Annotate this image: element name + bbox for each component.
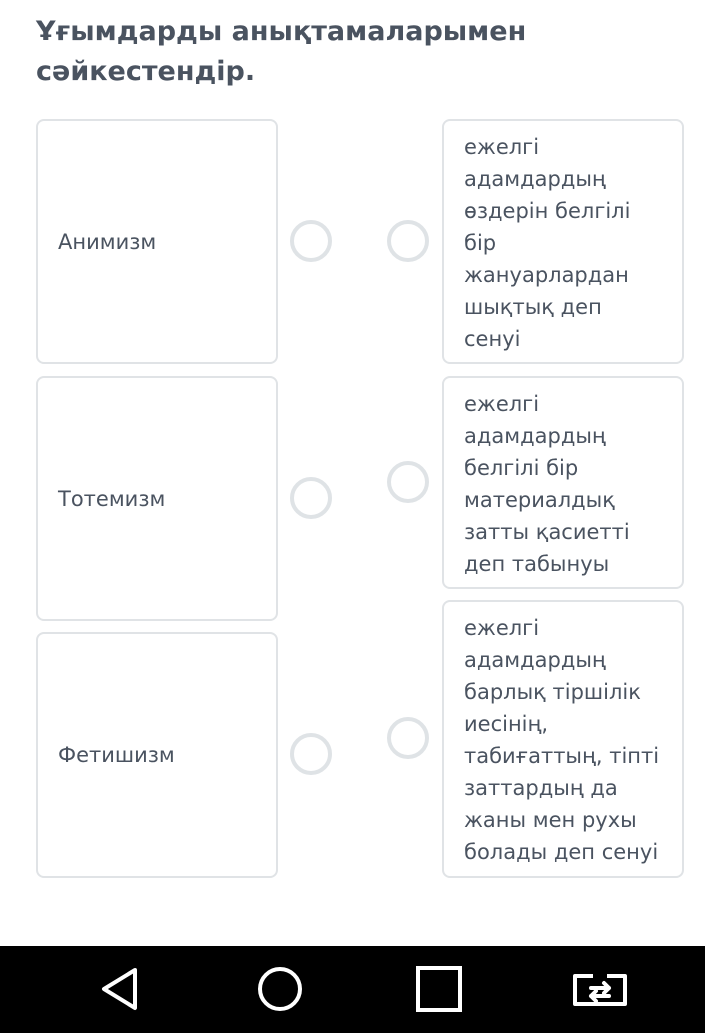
question-title-line-2: сәйкестендір. (36, 56, 256, 87)
definition-line: шықтық деп (464, 295, 602, 319)
definition-2-connector-radio[interactable] (387, 461, 429, 503)
definition-line: адамдардың (464, 648, 606, 672)
question-title-line-1: Ұғымдарды анықтамаларымен (36, 16, 527, 47)
definition-line: деп табынуы (464, 552, 610, 576)
term-label: Тотемизм (58, 486, 166, 511)
definition-line: сенуі (464, 327, 521, 351)
recents-button[interactable] (389, 946, 489, 1033)
definition-line: адамдардың (464, 424, 606, 448)
definition-line: белгілі бір (464, 456, 579, 480)
term-2-connector-radio[interactable] (290, 477, 332, 519)
definition-line: өздерін белгілі (464, 199, 631, 223)
definition-line: барлық тіршілік (464, 680, 641, 704)
definition-line: жануарлардан (464, 263, 629, 287)
term-3-connector-radio[interactable] (290, 733, 332, 775)
rotate-screen-button[interactable] (544, 946, 644, 1033)
term-card-2[interactable] (36, 376, 278, 621)
definition-card-3[interactable] (442, 600, 684, 878)
system-navigation-bar (0, 946, 705, 1033)
definition-1-connector-radio[interactable] (387, 220, 429, 262)
definition-line: иесінің, (464, 712, 549, 736)
definition-line: ежелгі (464, 616, 540, 640)
definition-line: заттардың да (464, 776, 618, 800)
definition-3-connector-radio[interactable] (387, 717, 429, 759)
definition-card-1[interactable] (442, 119, 684, 364)
definition-line: бір (464, 231, 497, 255)
definition-card-2[interactable] (442, 376, 684, 589)
home-button[interactable] (230, 946, 330, 1033)
definition-line: материалдық (464, 488, 615, 512)
definition-line: ежелгі (464, 392, 540, 416)
definition-line: затты қасиетті (464, 520, 630, 544)
term-1-connector-radio[interactable] (290, 220, 332, 262)
definition-line: адамдардың (464, 167, 606, 191)
back-button[interactable] (71, 946, 171, 1033)
definition-line: болады деп сенуі (464, 840, 659, 864)
question-title (36, 12, 656, 92)
term-card-3[interactable] (36, 632, 278, 878)
term-label: Фетишизм (58, 743, 175, 767)
definition-line: жаны мен рухы (464, 808, 637, 832)
definition-line: ежелгі (464, 135, 540, 159)
term-card-1[interactable] (36, 119, 278, 364)
term-label: Анимизм (58, 229, 157, 254)
definition-line: табиғаттың, тіпті (464, 744, 660, 768)
